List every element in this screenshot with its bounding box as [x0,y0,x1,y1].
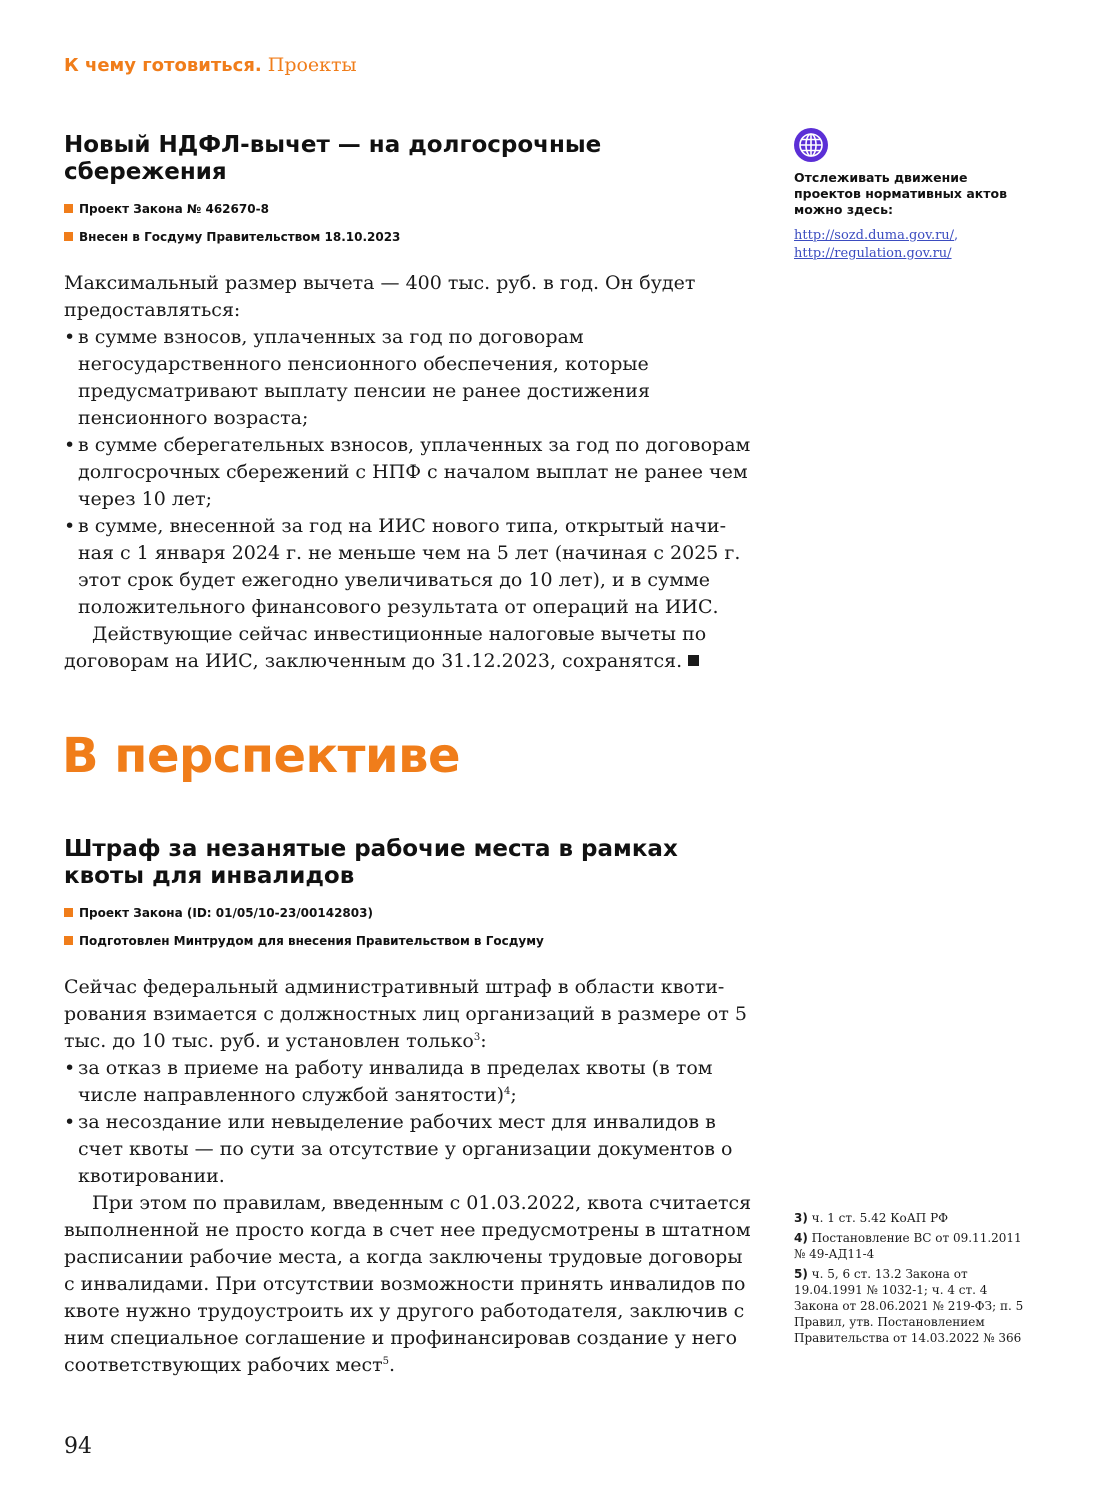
kicker-bold: К чему готовиться. [64,55,262,76]
article2-bullets [64,1055,754,1190]
footnote-5: 5) ч. 5, 6 ст. 13.2 Закона от 19.04.1991 № 1032-1; ч. 4 ст. 4 Закона от 28.06.2021 № 219-ФЗ; п. 5 Правил, утв. Постановлением Правительства от 14.03.2022 № 366 [794,1267,1024,1345]
footnote-ref[interactable]: 5 [382,1356,390,1367]
orange-square-bullet [64,908,73,917]
sidebar-title: Отслеживать движение проектов нормативных актов можно здесь: [794,170,1007,217]
article2-para: При этом по правилам, введенным с 01.03.2022, квота считается выполненной не просто когда в счет нее предусмотрены в штатном расписании рабочие места, а когда заключены трудовые договоры с инвалидами. При отсутствии возможности принять инвалидов по квоте нужно трудоустроить их у другого работодателя, заключив с ним специальное соглашение и профинансировав создание у него соответствующих рабочих мест$^5$. [64,1192,752,1376]
footnote-ref[interactable]: 3 [473,1032,481,1043]
section-title: В перспективе [62,728,461,784]
regulation-link-line [794,246,952,261]
orange-square-bullet [64,232,73,241]
end-mark [688,655,699,666]
footnote-3: 3) ч. 1 ст. 5.42 КоАП РФ [794,1211,949,1225]
sozd-link[interactable]: http://sozd.duma.gov.ru/ [794,228,955,243]
footnote-ref[interactable]: 4 [504,1086,511,1097]
regulation-link[interactable]: http://regulation.gov.ru/ [794,246,952,261]
article2-meta-bill: Проект Закона (ID: 01/05/10-23/00142803) [64,906,373,920]
list-item: • за несоздание или невыделение рабочих мест для инвалидов в счет квоты — по сути за отсутствие у организации документов о квотировании. [64,1109,754,1190]
globe-icon [794,128,828,162]
article1-intro: Максимальный размер вычета — 400 тыс. руб. в год. Он будет предоставляться: [64,272,696,321]
list-item: • в сумме, внесенной за год на ИИС нового типа, открытый начиная с 1 января 2024 г. не меньше чем на 5 лет (начиная с 2025 г. этот срок будет ежегодно увеличиваться до 10 лет), и в сумме положительного финансового результата от операций на ИИС. [64,513,754,621]
list-item: • в сумме взносов, уплаченных за год по договорам негосударственного пенсионного обеспечения, которые предусматривают выплату пенсии не ранее достижения пенсионного возраста; [64,324,754,432]
list-item: • за отказ в приеме на работу инвалида в пределах квоты (в том числе направленного службой занятости)$^4$; [64,1055,754,1109]
article1-meta-bill: Проект Закона № 462670-8 [64,202,269,216]
footnote-4: 4) Постановление ВС от 09.11.2011 № 49-АД11-4 [794,1231,1022,1261]
article2-body [64,974,754,1379]
article1-title: Новый НДФЛ-вычет — на долгосрочные сбережения [64,132,602,185]
page-number: 94 [64,1434,92,1459]
article1-bullets [64,324,754,621]
article2-title: Штраф за незанятые рабочие места в рамках квоты для инвалидов [64,836,678,889]
list-item: • в сумме сберегательных взносов, уплаченных за год по договорам долгосрочных сбережений с НПФ с началом выплат не ранее чем через 10 лет; [64,432,754,513]
kicker-rest: Проекты [261,54,357,76]
article2-meta-prepared: Подготовлен Минтрудом для внесения Правительством в Госдуму [64,934,544,948]
footnotes [794,1210,1034,1350]
sozd-link-line: http://sozd.duma.gov.ru/, [794,228,959,243]
article2-intro: Сейчас федеральный административный штраф в области квотирования взимается с должностных лиц организаций в размере от 5 тыс. до 10 тыс. руб. и установлен только$^3$: [64,976,748,1052]
orange-square-bullet [64,204,73,213]
section-kicker [64,54,357,76]
article1-body [64,270,754,675]
orange-square-bullet [64,936,73,945]
article1-outro: Действующие сейчас инвестиционные налоговые вычеты по договорам на ИИС, заключенным до 31.12.2023, сохранятся. [64,623,707,672]
article1-meta-submitted: Внесен в Госдуму Правительством 18.10.2023 [64,230,400,244]
